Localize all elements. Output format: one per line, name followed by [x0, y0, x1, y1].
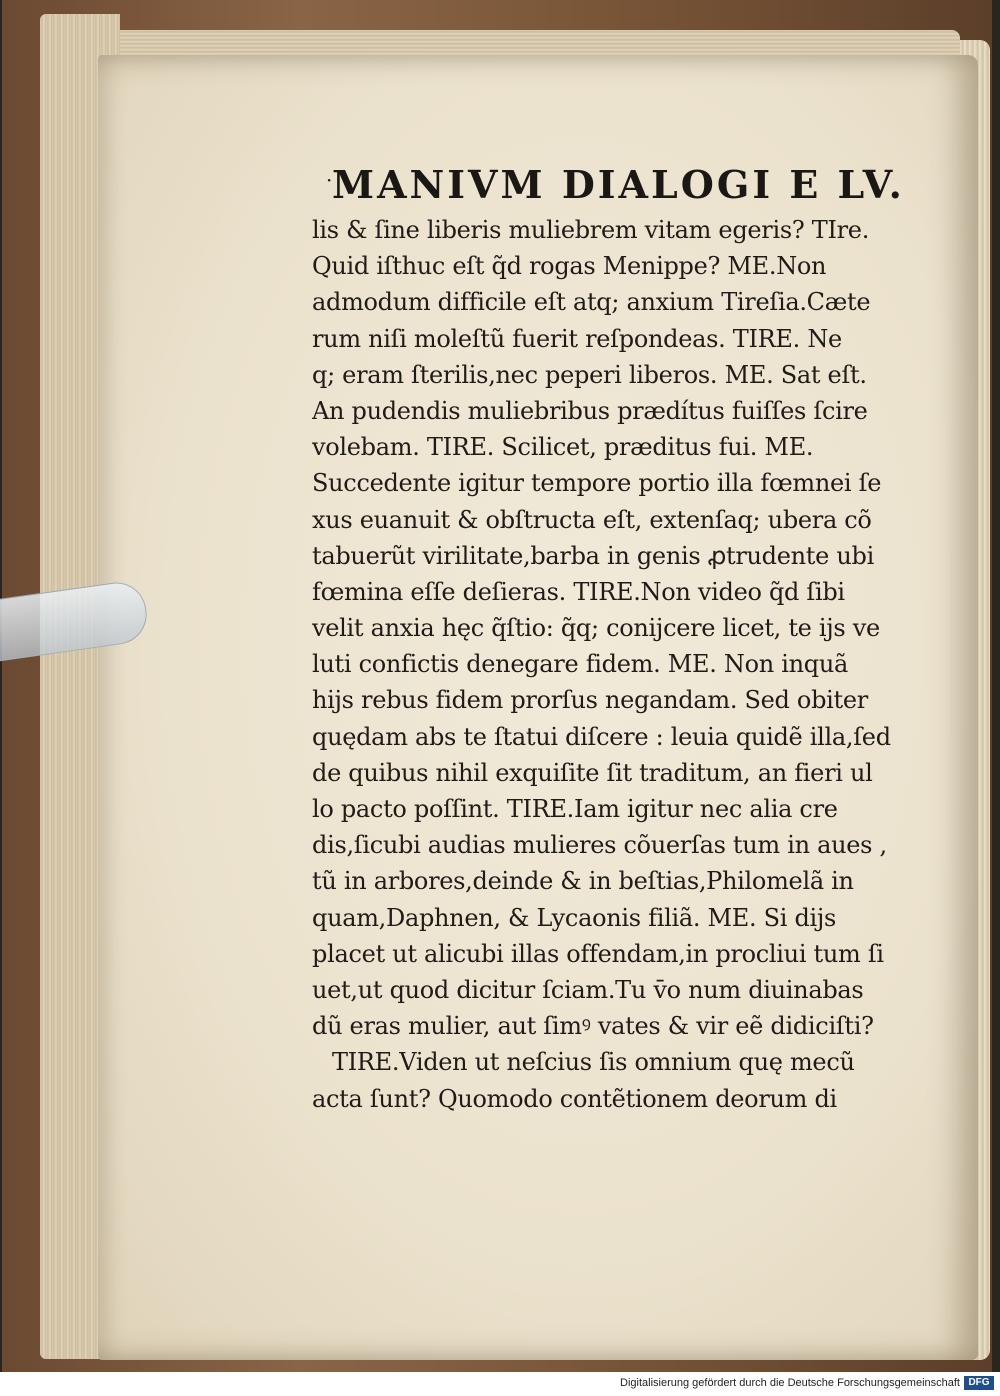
- text-line: de quibus nihil exquiſite ſit traditum, an fieri ul: [312, 758, 873, 787]
- text-line: lis & ſine liberis muliebrem vitam egeris? TIre.: [312, 216, 870, 244]
- dfg-logo: DFG: [964, 1376, 994, 1390]
- running-title: MANIVM DIALOGI E LV.: [332, 162, 905, 207]
- text-line: dis,ſicubi audias mulieres cõuerſas tum in aues ,: [312, 831, 887, 860]
- text-line: Succedente igitur tempore portio illa fœmnei ſe: [312, 469, 882, 498]
- text-line: dũ eras mulier, aut ſimꝰ vates & vir eẽ didiciſti?: [312, 1012, 874, 1041]
- text-line: admodum difficile eſt atq; anxium Tireſia.Cæte: [312, 288, 871, 317]
- text-line: luti confictis denegare fidem. ME. Non inquã: [312, 650, 848, 679]
- text-line: tũ in arbores,deinde & in beſtias,Philomelã in: [312, 867, 854, 896]
- text-line: q; eram ſterilis,nec peperi liberos. ME. Sat eſt.: [312, 360, 867, 389]
- text-line: fœmina eſſe deſieras. TIRE.Non video q̃d ſibi: [312, 577, 845, 606]
- text-line: tabuerũt virilitate,barba in genis ꝓtrudente ubi: [312, 541, 874, 570]
- text-line: rum niſi moleſtũ fuerit reſpondeas. TIRE. Ne: [312, 324, 842, 353]
- header-mark: ·: [326, 168, 333, 192]
- text-block: [312, 212, 912, 1117]
- text-line: xus euanuit & obſtructa eſt, extenſaq; ubera cõ: [312, 505, 872, 534]
- footer-credit: Digitalisierung gefördert durch die Deutsche Forschungsgemeinschaft: [620, 1377, 960, 1389]
- text-line: An pudendis muliebribus prædítus fuiſſes ſcire: [312, 396, 868, 425]
- text-line: quędam abs te ſtatui diſcere : leuia quidẽ illa,ſed: [312, 722, 891, 751]
- text-line: velit anxia hęc q̃ſtio: q̃q; conijcere licet, te ijs ve: [312, 614, 880, 643]
- text-line: placet ut alicubi illas offendam,in procliui tum ſi: [312, 939, 884, 968]
- text-line: TIRE.Viden ut neſcius ſis omnium quę mecũ: [332, 1048, 855, 1077]
- text-line: lo pacto poſſint. TIRE.Iam igitur nec alia cre: [312, 795, 838, 823]
- text-line: Quid iſthuc eſt q̃d rogas Menippe? ME.Non: [312, 252, 827, 281]
- text-line: uet,ut quod dicitur ſciam.Tu v̄o num diuinabas: [312, 975, 864, 1004]
- text-line: acta ſunt? Quomodo contẽtionem deorum di: [312, 1084, 837, 1113]
- text-line: quam,Daphnen, & Lycaonis filiã. ME. Si dijs: [312, 903, 837, 932]
- text-line: hijs rebus fidem prorſus negandam. Sed obiter: [312, 686, 868, 715]
- text-line: volebam. TIRE. Scilicet, præditus fui. ME.: [312, 433, 814, 462]
